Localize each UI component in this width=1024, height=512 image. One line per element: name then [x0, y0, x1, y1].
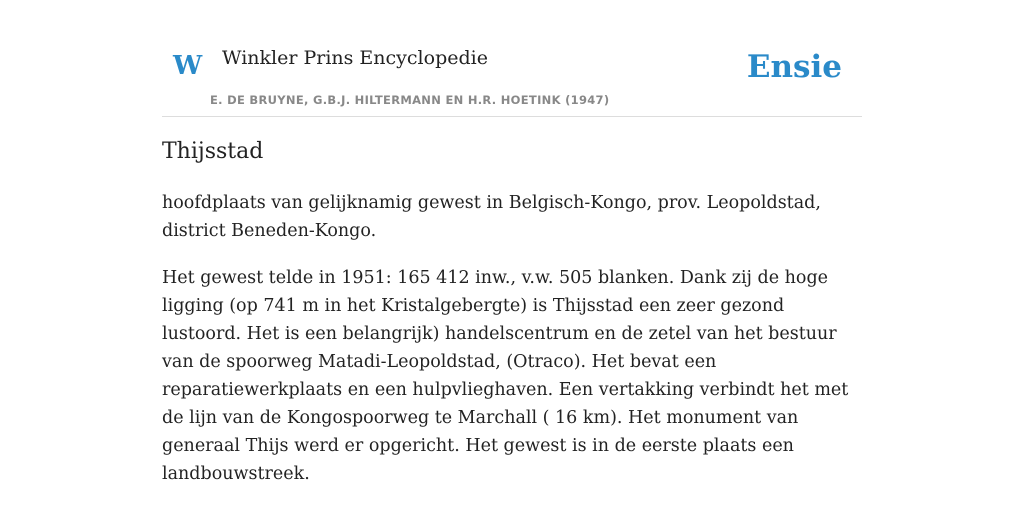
article-headword: Thijsstad	[162, 139, 264, 164]
encyclopedia-title[interactable]: Winkler Prins Encyclopedie	[222, 47, 488, 69]
article-body	[162, 138, 862, 507]
ensie-logo[interactable]: Ensie	[746, 49, 842, 85]
page-header	[162, 38, 862, 117]
article-paragraph: hoofdplaats van gelijknamig gewest in Belgisch-Kongo, prov. Leopoldstad, district Beneden-Kongo.	[162, 192, 821, 241]
encyclopedia-authors: E. DE BRUYNE, G.B.J. HILTERMANN EN H.R. HOETINK (1947)	[210, 93, 610, 107]
winkler-prins-logo[interactable]: W	[173, 51, 203, 81]
article-paragraph: Het gewest telde in 1951: 165 412 inw., v.w. 505 blanken. Dank zij de hoge ligging (op 741 m in het Kristalgebergte) is Thijsstad een zeer gezond lustoord. Het is een belangrijk) handelscentrum en de zetel van het bestuur van de spoorweg Matadi-Leopoldstad, (Otraco). Het bevat een reparatiewerkplaats en een hulpvlieghaven. Een vertakking verbindt het met de lijn van de Kongospoorweg te Marchall ( 16 km). Het monument van generaal Thijs werd er opgericht. Het gewest is in de eerste plaats een landbouwstreek.	[162, 267, 849, 484]
